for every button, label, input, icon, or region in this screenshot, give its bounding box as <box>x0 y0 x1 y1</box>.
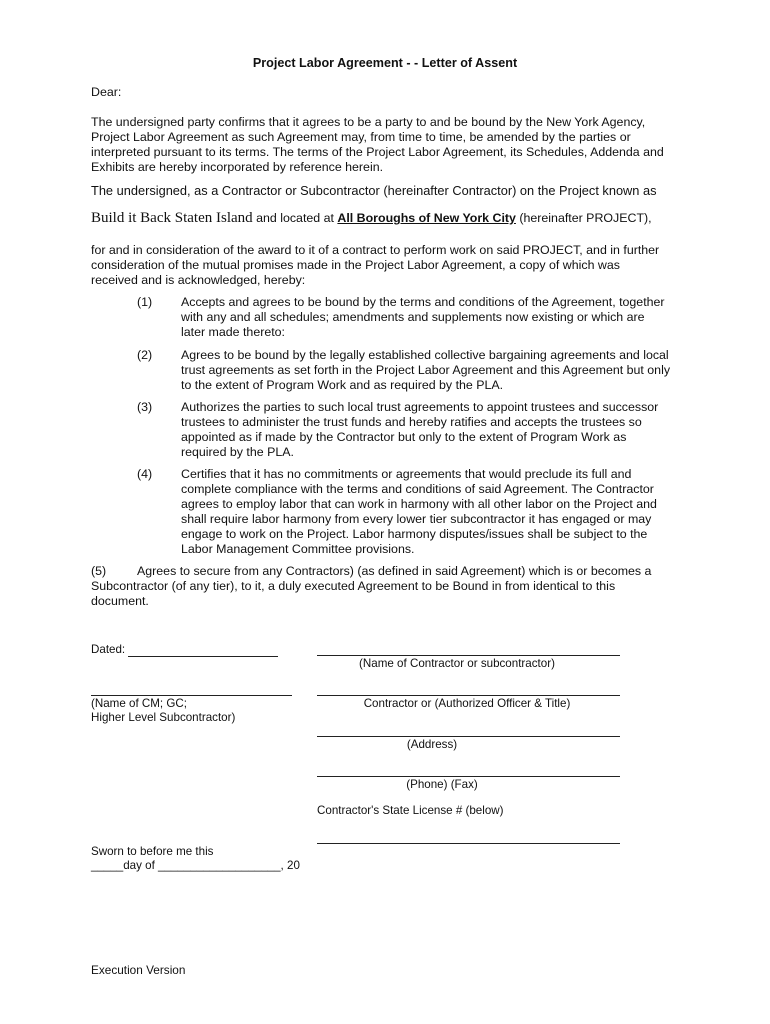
item-line: later made thereto: <box>181 325 286 339</box>
cm-signature-line[interactable] <box>91 695 292 696</box>
sworn-date-line: _____day of ___________________, 20 <box>91 859 300 872</box>
item-number: (4) <box>137 467 153 481</box>
intro-line: Exhibits are hereby incorporated by reference herein. <box>91 160 384 174</box>
intro-paragraph <box>91 115 691 175</box>
document-title: Project Labor Agreement - - Letter of Assent <box>252 56 518 70</box>
contractor-name-line[interactable] <box>317 655 620 656</box>
item-line: Labor Management Committee provisions. <box>181 542 415 556</box>
officer-title-label: Contractor or (Authorized Officer & Title) <box>363 697 571 710</box>
item-line: required by the PLA. <box>181 445 294 459</box>
item-line: complete compliance with the terms and conditions of said Agreement. The Contractor <box>181 482 654 496</box>
consideration-line: consideration of the mutual promises made in the Project Labor Agreement, a copy of which was <box>91 258 620 272</box>
item-line: Agrees to be bound by the legally established collective bargaining agreements and local <box>181 348 669 362</box>
item-text <box>181 295 701 340</box>
cm-label-line: (Name of CM; GC; <box>91 697 187 710</box>
item-number: (3) <box>137 400 153 414</box>
contractor-line: The undersigned, as a Contractor or Subcontractor (hereinafter Contractor) on the Project known as <box>91 183 657 198</box>
intro-line: Project Labor Agreement as such Agreement may, from time to time, be amended by the parties or <box>91 130 631 144</box>
item-line: engage to work on the Project. Labor harmony disputes/issues shall be subject to the <box>181 527 648 541</box>
consideration-paragraph <box>91 243 691 288</box>
item-number: (5) <box>91 564 107 578</box>
item-line: Subcontractor (of any tier), to it, a duly executed Agreement to be Bound in from identical to this <box>91 579 616 593</box>
item-line: appointed as if made by the Contractor but only to the extent of Program Work as <box>181 430 627 444</box>
located-text: and located at <box>252 211 338 225</box>
item-line: to the extent of Program Work and as required by the PLA. <box>181 378 504 392</box>
contractor-name-label: (Name of Contractor or subcontractor) <box>359 657 555 670</box>
item-line: shall require labor harmony from every lower tier subcontractor it has engaged or may <box>181 512 652 526</box>
address-label: (Address) <box>406 738 458 751</box>
consideration-line: for and in consideration of the award to it of a contract to perform work on said PROJECT, and in further <box>91 243 660 257</box>
dated-label: Dated: <box>91 643 126 656</box>
dated-field-line[interactable] <box>128 656 278 657</box>
salutation: Dear: <box>91 85 122 99</box>
phone-fax-line[interactable] <box>317 776 620 777</box>
item-line: Accepts and agrees to be bound by the terms and conditions of the Agreement, together <box>181 295 665 309</box>
license-label: Contractor's State License # (below) <box>317 804 504 817</box>
consideration-line: received and is acknowledged, hereby: <box>91 273 306 287</box>
item-line: Certifies that it has no commitments or agreements that would preclude its full and <box>181 467 632 481</box>
item-text <box>181 348 701 393</box>
item-five-first-line: Agrees to secure from any Contractors) (as defined in said Agreement) which is or becomes a <box>137 564 652 578</box>
item-five-text <box>91 579 691 609</box>
project-name-handwritten: Build it Back Staten Island <box>91 210 253 226</box>
project-suffix: (hereinafter PROJECT), <box>515 211 652 225</box>
project-line <box>91 209 691 227</box>
sworn-line: Sworn to before me this <box>91 845 214 858</box>
item-number: (2) <box>137 348 153 362</box>
cm-label <box>91 697 235 725</box>
footer-version: Execution Version <box>91 963 186 977</box>
intro-line: interpreted pursuant to its terms. The terms of the Project Labor Agreement, its Schedules, Addenda and <box>91 145 664 159</box>
item-line: trustees to administer the trust funds and hereby ratifies and accepts the trustees so <box>181 415 642 429</box>
item-line: document. <box>91 594 149 608</box>
sworn-block <box>91 845 300 873</box>
item-line: Authorizes the parties to such local trust agreements to appoint trustees and successor <box>181 400 659 414</box>
item-line: trust agreements as set forth in the Project Labor Agreement and this Agreement but only <box>181 363 671 377</box>
license-line[interactable] <box>317 843 620 844</box>
cm-label-line: Higher Level Subcontractor) <box>91 711 236 724</box>
item-text <box>181 467 701 557</box>
item-number: (1) <box>137 295 153 309</box>
item-line: agrees to employ labor that can work in harmony with all other labor on the Project and <box>181 497 657 511</box>
phone-fax-label: (Phone) (Fax) <box>406 778 478 791</box>
address-line[interactable] <box>317 736 620 737</box>
item-line: with any and all schedules; amendments and supplements now existing or which are <box>181 310 645 324</box>
intro-line: The undersigned party confirms that it agrees to be a party to and be bound by the New York Agency, <box>91 115 646 129</box>
item-text <box>181 400 701 460</box>
project-location: All Boroughs of New York City <box>337 211 516 225</box>
officer-signature-line[interactable] <box>317 695 620 696</box>
